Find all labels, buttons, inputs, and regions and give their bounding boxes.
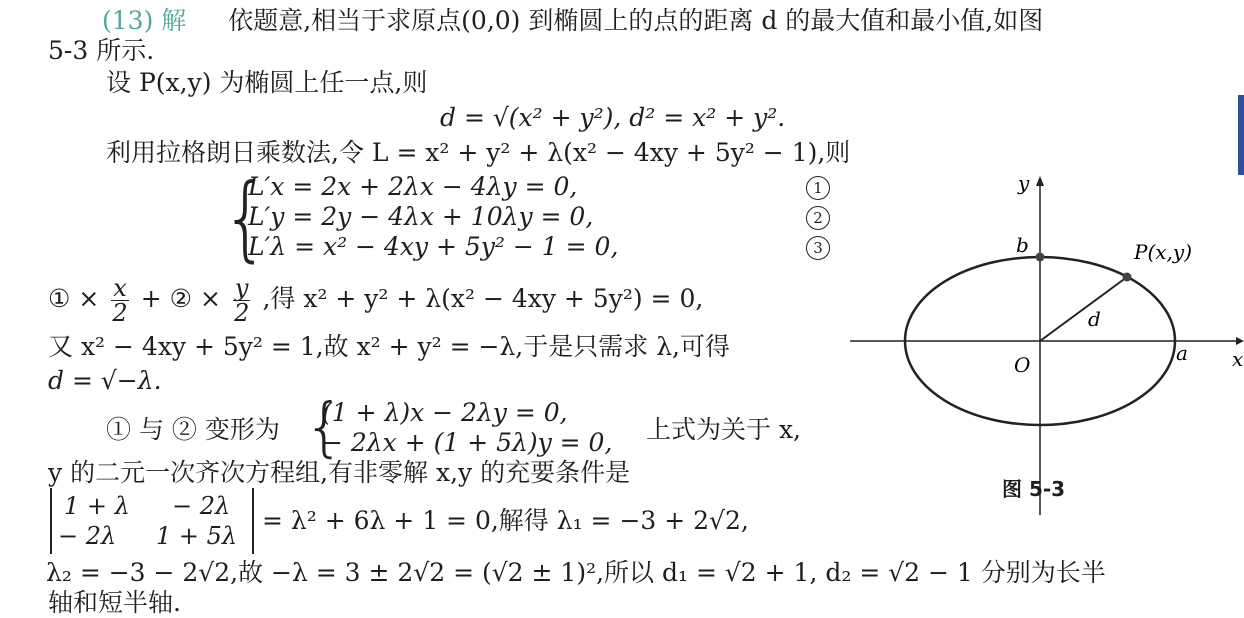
determinant-result: = λ² + 6λ + 1 = 0,解得 λ₁ = −3 + 2√2, (262, 506, 749, 535)
lambda2-line: λ₂ = −3 − 2√2,故 −λ = 3 ± 2√2 = (√2 ± 1)²,所以 d₁ = √2 + 1, d₂ = √2 − 1 分别为长半 (46, 558, 1106, 587)
problem-intro-line2: 5-3 所示. (48, 36, 155, 65)
equation-1: L′x = 2x + 2λx − 4λy = 0, (248, 172, 578, 201)
determinant: 1 + λ − 2λ − 2λ 1 + 5λ (50, 488, 254, 554)
transform-prefix: ① 与 ② 变形为 (106, 415, 280, 444)
label-x: x (1232, 347, 1244, 371)
constraint-line: 又 x² − 4xy + 5y² = 1,故 x² + y² = −λ,于是只需求 λ,可得 (48, 332, 730, 361)
label-origin: O (1014, 353, 1031, 377)
final-line: 轴和短半轴. (48, 588, 181, 617)
figure-caption: 图 5-3 (1002, 477, 1066, 501)
label-b: b (1016, 233, 1029, 257)
condition-line: y 的二元一次齐次方程组,有非零解 x,y 的充要条件是 (48, 458, 631, 487)
transform-suffix: 上式为关于 x, (646, 415, 801, 444)
equation-2: L′y = 2y − 4λx + 10λy = 0, (248, 202, 594, 231)
label-a: a (1176, 341, 1188, 365)
equation-number-1: 1 (806, 172, 830, 202)
intro-text: 依题意,相当于求原点(0,0) 到椭圆上的点的距离 d 的最大值和最小值,如图 (228, 6, 1044, 35)
ellipse-figure (850, 160, 1244, 520)
label-y: y (1018, 171, 1030, 195)
point-p (1123, 273, 1132, 282)
distance-segment (1040, 277, 1127, 341)
distance-result: d = √−λ. (48, 366, 162, 395)
equation-3: L′λ = x² − 4xy + 5y² − 1 = 0, (248, 232, 619, 261)
equation-number-2: 2 (806, 202, 830, 232)
x-axis-arrow (1236, 337, 1244, 345)
equation-number-3: 3 (806, 232, 830, 262)
problem-intro-line1 (102, 6, 1043, 36)
transform-brace: { (304, 391, 345, 465)
fraction-y-over-2: $\frac{y}{2}$ (234, 274, 250, 327)
label-d: d (1088, 307, 1101, 331)
system-brace: { (222, 164, 270, 272)
point-b (1036, 253, 1045, 262)
distance-formula: d = √(x² + y²), d² = x² + y². (440, 103, 786, 132)
lagrange-definition: 利用拉格朗日乘数法,令 L = x² + y² + λ(x² − 4xy + 5y² − 1),则 (106, 138, 851, 167)
y-axis-arrow (1036, 176, 1044, 186)
fraction-x-over-2: $\frac{x}{2}$ (112, 274, 128, 327)
problem-number: (13) 解 (102, 6, 187, 35)
transform-eq2: − 2λx + (1 + 5λ)y = 0, (322, 428, 613, 457)
combination-line: ① × $\frac{x}{2}$ + ② × $\frac{y}{2}$ ,得 x² + y² + λ(x² − 4xy + 5y²) = 0, (48, 274, 704, 327)
transform-eq1: (1 + λ)x − 2λy = 0, (322, 398, 568, 427)
label-point-p: P(x,y) (1134, 240, 1192, 264)
point-definition: 设 P(x,y) 为椭圆上任一点,则 (106, 68, 428, 97)
